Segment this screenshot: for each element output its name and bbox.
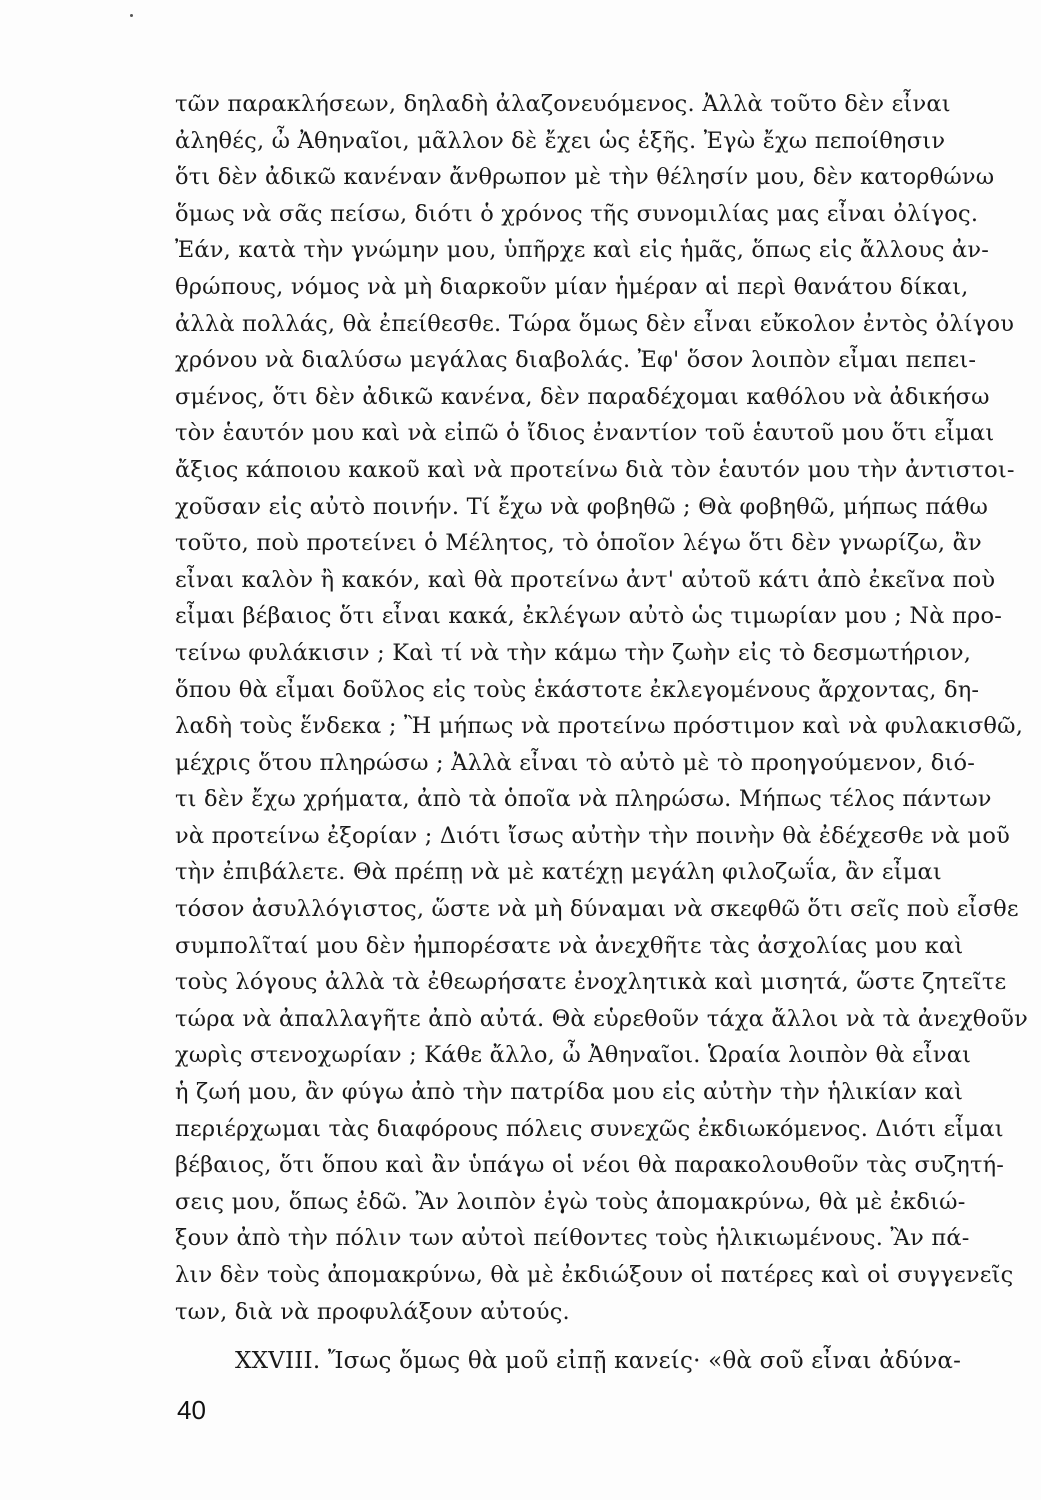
text-line: ξουν ἀπὸ τὴν πόλιν των αὐτοὶ πείθοντες τοὺς ἡλικιωμένους. Ἂν πά- <box>175 1225 970 1252</box>
text-line: περιέρχωμαι τὰς διαφόρους πόλεις συνεχῶς ἐκδιωκόμενος. Διότι εἶμαι <box>175 1115 1004 1142</box>
text-line: τείνω φυλάκισιν ; Καὶ τί νὰ τὴν κάμω τὴν ζωὴν εἰς τὸ δεσμωτήριον, <box>175 639 972 666</box>
text-line: χωρὶς στενοχωρίαν ; Κάθε ἄλλο, ὦ Ἀθηναῖοι. Ὡραία λοιπὸν θὰ εἶναι <box>175 1042 972 1069</box>
text-line: ἄξιος κάποιου κακοῦ καὶ νὰ προτείνω διὰ τὸν ἑαυτόν μου τὴν ἀντιστοι- <box>175 456 1015 483</box>
text-line: τοῦτο, ποὺ προτείνει ὁ Μέλητος, τὸ ὁποῖον λέγω ὅτι δὲν γνωρίζω, ἂν <box>175 530 982 557</box>
text-line: τὴν ἐπιβάλετε. Θὰ πρέπῃ νὰ μὲ κατέχῃ μεγάλη φιλοζωΐα, ἂν εἶμαι <box>175 859 942 886</box>
text-line: χρόνου νὰ διαλύσω μεγάλας διαβολάς. Ἐφ' ὅσον λοιπὸν εἶμαι πεπει- <box>175 347 977 374</box>
text-line: σεις μου, ὅπως ἐδῶ. Ἂν λοιπὸν ἐγὼ τοὺς ἀπομακρύνω, θὰ μὲ ἐκδιώ- <box>175 1188 966 1215</box>
text-line: των, διὰ νὰ προφυλάξουν αὐτούς. <box>175 1298 570 1325</box>
text-line: τὸν ἑαυτόν μου καὶ νὰ εἰπῶ ὁ ἴδιος ἐναντίον τοῦ ἑαυτοῦ μου ὅτι εἶμαι <box>175 420 995 447</box>
text-line: χοῦσαν εἰς αὐτὸ ποινήν. Τί ἔχω νὰ φοβηθῶ ; Θὰ φοβηθῶ, μήπως πάθω <box>175 493 989 520</box>
text-line: τι δὲν ἔχω χρήματα, ἀπὸ τὰ ὁποῖα νὰ πληρώσω. Μήπως τέλος πάντων <box>175 786 992 813</box>
text-line: Ἐάν, κατὰ τὴν γνώμην μου, ὑπῆρχε καὶ εἰς ἡμᾶς, ὅπως εἰς ἄλλους ἀν- <box>175 237 990 264</box>
text-line: τοὺς λόγους ἀλλὰ τὰ ἐθεωρήσατε ἐνοχλητικὰ καὶ μισητά, ὥστε ζητεῖτε <box>175 969 1007 996</box>
text-line: τόσον ἀσυλλόγιστος, ὥστε νὰ μὴ δύναμαι νὰ σκεφθῶ ὅτι σεῖς ποὺ εἶσθε <box>175 896 1019 923</box>
text-line: λαδὴ τοὺς ἕνδεκα ; Ἢ μήπως νὰ προτείνω πρόστιμον καὶ νὰ φυλακισθῶ, <box>175 713 1024 740</box>
text-line: μέχρις ὅτου πληρώσω ; Ἀλλὰ εἶναι τὸ αὐτὸ μὲ τὸ προηγούμενον, διό- <box>175 749 976 776</box>
text-line: βέβαιος, ὅτι ὅπου καὶ ἂν ὑπάγω οἱ νέοι θὰ παρακολουθοῦν τὰς συζητή- <box>175 1152 1005 1179</box>
text-line: τώρα νὰ ἀπαλλαγῆτε ἀπὸ αὐτά. Θὰ εὑρεθοῦν τάχα ἄλλοι νὰ τὰ ἀνεχθοῦν <box>175 1005 1029 1032</box>
scan-speck <box>130 14 133 17</box>
text-line: σμένος, ὅτι δὲν ἀδικῶ κανένα, δὲν παραδέχομαι καθόλου νὰ ἀδικήσω <box>175 383 990 410</box>
text-line: ὅμως νὰ σᾶς πείσω, διότι ὁ χρόνος τῆς συνομιλίας μας εἶναι ὀλίγος. <box>175 200 979 227</box>
text-line: λιν δὲν τοὺς ἀπομακρύνω, θὰ μὲ ἐκδιώξουν οἱ πατέρες καὶ οἱ συγγενεῖς <box>175 1262 1014 1288</box>
text-line: ὅτι δὲν ἀδικῶ κανέναν ἄνθρωπον μὲ τὴν θέλησίν μου, δὲν κατορθώνω <box>175 164 995 191</box>
text-line: θρώπους, νόμος νὰ μὴ διαρκοῦν μίαν ἡμέραν αἱ περὶ θανάτου δίκαι, <box>175 273 969 300</box>
body-paragraph <box>175 86 1035 1330</box>
text-line: συμπολῖταί μου δὲν ἠμπορέσατε νὰ ἀνεχθῆτε τὰς ἀσχολίας μου καὶ <box>175 932 964 959</box>
text-line: νὰ προτείνω ἐξορίαν ; Διότι ἴσως αὐτὴν τὴν ποινὴν θὰ ἐδέχεσθε νὰ μοῦ <box>175 822 1011 849</box>
text-line: ἡ ζωή μου, ἂν φύγω ἀπὸ τὴν πατρίδα μου εἰς αὐτὴν τὴν ἡλικίαν καὶ <box>175 1079 964 1106</box>
section-heading-xxviii: XXVIII. Ἴσως ὅμως θὰ μοῦ εἰπῇ κανείς· «θὰ σοῦ εἶναι ἀδύνα- <box>235 1348 962 1374</box>
text-line: ἀληθές, ὦ Ἀθηναῖοι, μᾶλλον δὲ ἔχει ὡς ἑξῆς. Ἐγὼ ἔχω πεποίθησιν <box>175 127 946 154</box>
text-line: τῶν παρακλήσεων, δηλαδὴ ἀλαζονευόμενος. Ἀλλὰ τοῦτο δὲν εἶναι <box>175 91 951 117</box>
page-number: 40 <box>177 1395 206 1425</box>
text-line: εἶμαι βέβαιος ὅτι εἶναι κακά, ἐκλέγων αὐτὸ ὡς τιμωρίαν μου ; Νὰ προ- <box>175 603 1003 630</box>
text-line: εἶναι καλὸν ἢ κακόν, καὶ θὰ προτείνω ἀντ' αὐτοῦ κάτι ἀπὸ ἐκεῖνα ποὺ <box>175 566 996 593</box>
text-line: ὅπου θὰ εἶμαι δοῦλος εἰς τοὺς ἑκάστοτε ἐκλεγομένους ἄρχοντας, δη- <box>175 676 980 703</box>
text-line: ἀλλὰ πολλάς, θὰ ἐπείθεσθε. Τώρα ὅμως δὲν εἶναι εὔκολον ἐντὸς ὀλίγου <box>175 310 1015 337</box>
